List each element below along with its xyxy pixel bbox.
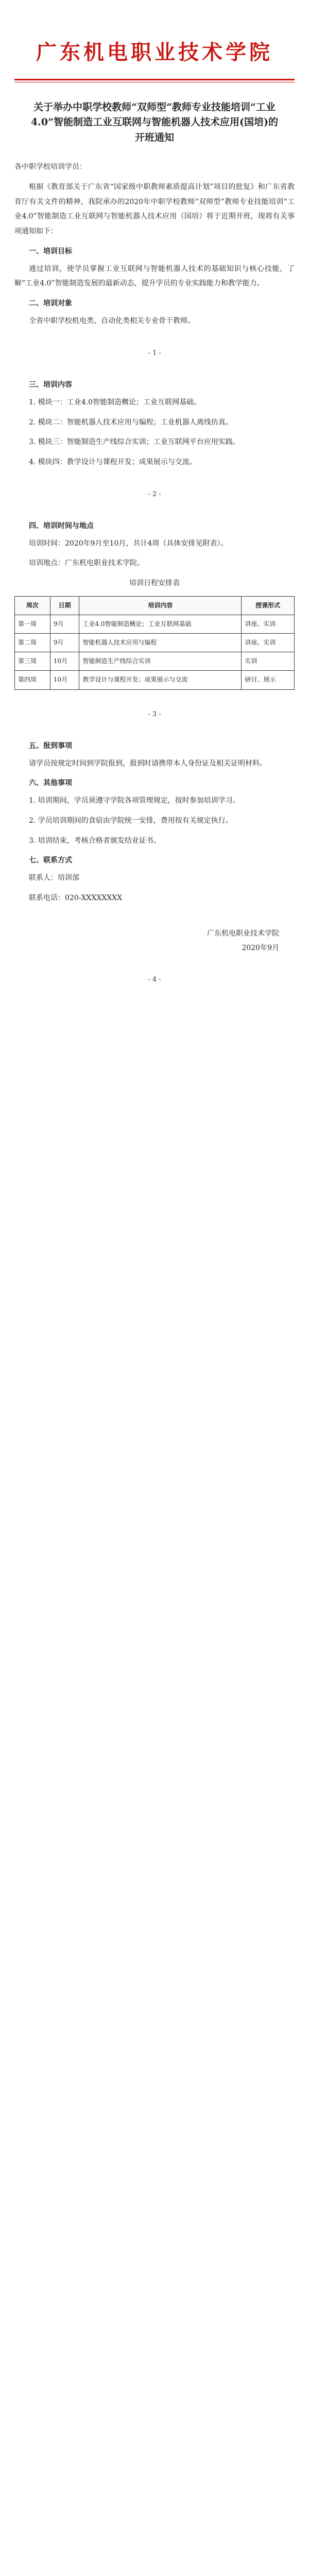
table-row: [15, 615, 295, 633]
paragraph: 通过培训，使学员掌握工业互联网与智能机器人技术的基础知识与核心技能，了解“工业4.0”智能制造发展的最新动态，提升学员的专业实践能力和教学能力。: [14, 264, 295, 288]
table-cell: 第四周: [15, 671, 50, 689]
sign-org: 广东机电职业技术学院: [207, 929, 279, 938]
page-number: - 2 -: [148, 490, 161, 498]
paragraph: 1. 模块一：工业4.0智能制造概论；工业互联网基础。: [29, 398, 201, 406]
page-number: - 1 -: [148, 349, 161, 357]
red-rule-thick: [14, 79, 295, 80]
letterhead: [14, 0, 295, 82]
contact-line: 联系电话：020-XXXXXXXX: [29, 894, 123, 902]
paragraph: 3. 培训结束，考核合格者颁发结业证书。: [29, 836, 161, 845]
signature-block: [14, 926, 279, 955]
contact-line: 联系人：培训部: [29, 874, 79, 883]
school-name: 广东机电职业技术学院: [36, 40, 273, 64]
paragraph: 请学员按规定时间到学院报到，报到时请携带本人身份证及相关证明材料。: [29, 759, 267, 768]
table-cell: 9月: [50, 615, 79, 633]
paragraph: 培训时间：2020年9月至10月，共计4周（具体安排见附表）。: [29, 539, 228, 548]
section-heading: 四、培训时间与地点: [29, 521, 94, 530]
table-cell: 第三周: [15, 652, 50, 671]
paragraph: 2. 学员培训期间的食宿由学院统一安排，费用按有关规定执行。: [29, 816, 233, 825]
table-row: [15, 671, 295, 689]
paragraph: 全省中职学校机电类、自动化类相关专业骨干教师。: [29, 317, 195, 326]
section-heading: 三、培训内容: [29, 380, 72, 389]
table-cell: 实训: [242, 652, 295, 671]
paragraph: 培训地点：广东机电职业技术学院。: [29, 559, 144, 568]
paragraph: 2. 模块二：智能机器人技术应用与编程；工业机器人离线仿真。: [29, 418, 233, 427]
table-row: [15, 652, 295, 671]
paragraph: 3. 模块三：智能制造生产线综合实训；工业互联网平台应用实践。: [29, 438, 240, 447]
table-cell: 研讨、展示: [242, 671, 295, 689]
paragraph: 1. 培训期间，学员须遵守学院各项管理规定，按时参加培训学习。: [29, 796, 240, 805]
table-cell: 讲座、实训: [242, 615, 295, 633]
paragraph: 4. 模块四：教学设计与课程开发；成果展示与交流。: [29, 457, 197, 466]
table-row: [15, 634, 295, 652]
table-header-cell: 日期: [50, 596, 79, 615]
salutation: 各中职学校培训学员：: [14, 163, 87, 172]
section-heading: 七、联系方式: [29, 856, 72, 865]
page-number: - 3 -: [148, 710, 161, 718]
schedule-table: [14, 596, 295, 690]
table-cell: 工业4.0智能制造概论；工业互联网基础: [79, 615, 242, 633]
table-cell: 第二周: [15, 634, 50, 652]
document-title: 关于举办中职学校教师“双师型”教师专业技能培训“工业4.0”智能制造工业互联网与智能机器人技术应用(国培)的开班通知: [31, 101, 278, 143]
table-cell: 9月: [50, 634, 79, 652]
table-header-cell: 授课形式: [242, 596, 295, 615]
table-cell: 讲座、实训: [242, 634, 295, 652]
table-header-cell: 培训内容: [79, 596, 242, 615]
table-cell: 10月: [50, 652, 79, 671]
section-heading: 五、报到事项: [29, 741, 72, 750]
table-cell: 第一周: [15, 615, 50, 633]
section-heading: 一、培训目标: [29, 247, 72, 256]
table-header-row: [15, 596, 295, 615]
table-caption: 培训日程安排表: [129, 579, 180, 587]
table-cell: 智能机器人技术应用与编程: [79, 634, 242, 652]
paragraph: 根据《教育部关于广东省“国家级中职教师素质提高计划”项目的批复》和广东省教育厅有关文件的精神，我院承办的2020年中职学校教师“双师型”教师专业技能培训“工业4.0”智能制造工业互联网与智能机器人技术应用（国培）将于近期开班，现将有关事项通知如下：: [14, 183, 295, 236]
table-cell: 教学设计与课程开发；成果展示与交流: [79, 671, 242, 689]
page-number: - 4 -: [148, 975, 161, 984]
table-cell: 智能制造生产线综合实训: [79, 652, 242, 671]
section-heading: 二、培训对象: [29, 299, 72, 308]
section-heading: 六、其他事项: [29, 779, 72, 788]
table-header-cell: 周次: [15, 596, 50, 615]
table-cell: 10月: [50, 671, 79, 689]
sign-date: 2020年9月: [242, 943, 279, 952]
